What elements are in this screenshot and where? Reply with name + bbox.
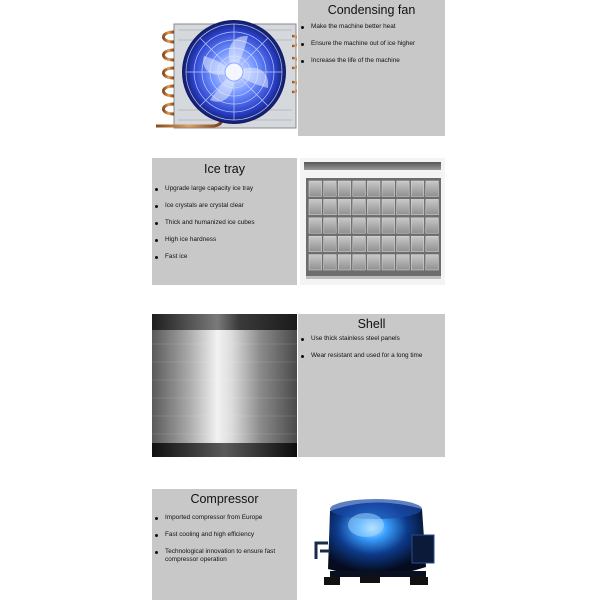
ice-tray-panel	[152, 158, 297, 285]
list-item: Technological innovation to ensure fast compressor operation	[152, 548, 297, 564]
list-item: Fast cooling and high efficiency	[152, 531, 297, 539]
section-title: Ice tray	[204, 162, 245, 176]
feature-list	[298, 23, 445, 65]
list-item: Ensure the machine out of ice higher	[298, 40, 445, 48]
feature-list	[152, 514, 297, 564]
list-item: Imported compressor from Europe	[152, 514, 297, 522]
section-title: Condensing fan	[327, 3, 416, 17]
list-item: Make the machine better heat	[298, 23, 445, 31]
list-item: High ice hardness	[152, 236, 297, 244]
section-title: Shell	[357, 317, 386, 331]
brushed-steel-photo	[152, 314, 297, 457]
condensing-fan-panel	[298, 0, 445, 136]
list-item: Fast ice	[152, 253, 297, 261]
compressor-panel	[152, 489, 297, 600]
list-item: Wear resistant and used for a long time	[298, 352, 445, 360]
feature-list	[298, 335, 445, 360]
compressor-photo	[300, 489, 445, 600]
list-item: Use thick stainless steel panels	[298, 335, 445, 343]
list-item: Increase the life of the machine	[298, 57, 445, 65]
section-title: Compressor	[190, 492, 259, 506]
list-item: Upgrade large capacity ice tray	[152, 185, 297, 193]
feature-list	[152, 185, 297, 261]
list-item: Ice crystals are crystal clear	[152, 202, 297, 210]
ice-tray-photo	[300, 158, 445, 285]
list-item: Thick and humanized ice cubes	[152, 219, 297, 227]
shell-panel	[298, 314, 445, 457]
condenser-fan-photo	[152, 0, 297, 136]
